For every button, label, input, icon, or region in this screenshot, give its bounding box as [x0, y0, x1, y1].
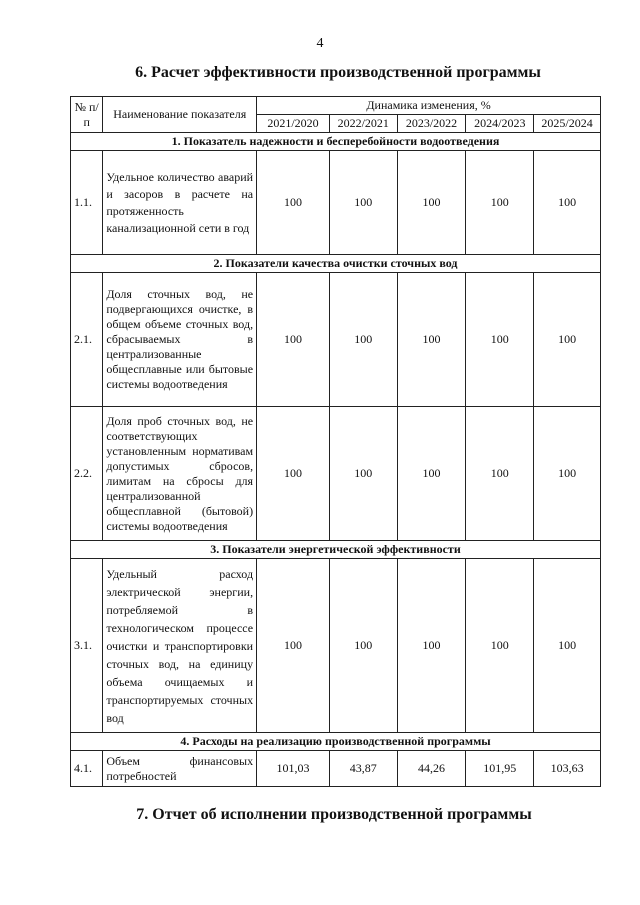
header-period: 2023/2022: [397, 115, 466, 133]
header-name: Наименование показателя: [103, 97, 257, 133]
header-dynamics: Динамика изменения, %: [257, 97, 601, 115]
header-period: 2021/2020: [257, 115, 330, 133]
header-period: 2024/2023: [466, 115, 534, 133]
row-value: 100: [329, 407, 397, 541]
efficiency-table: [70, 96, 601, 787]
row-name: Доля проб сточных вод, не соответствующих установленным нормативам допустимых сбросов, лимитам на сбросы для централизованной общесплавной (бытовой) системы водоотведения: [103, 407, 257, 541]
row-num: 2.2.: [71, 407, 103, 541]
row-value: 100: [534, 151, 601, 255]
row-value: 43,87: [329, 751, 397, 787]
header-period: 2025/2024: [534, 115, 601, 133]
row-value: 100: [397, 151, 466, 255]
row-num: 2.1.: [71, 273, 103, 407]
section-row: [71, 541, 601, 559]
row-value: 103,63: [534, 751, 601, 787]
row-num: 4.1.: [71, 751, 103, 787]
section-row: [71, 133, 601, 151]
header-period: 2022/2021: [329, 115, 397, 133]
row-value: 100: [329, 151, 397, 255]
section-6-title: 6. Расчет эффективности производственной программы: [135, 64, 541, 81]
header-num: № п/п: [71, 97, 103, 133]
row-value: 100: [397, 273, 466, 407]
row-value: 100: [466, 407, 534, 541]
section-7-title: 7. Отчет об исполнении производственной программы: [136, 806, 532, 823]
row-value: 100: [534, 559, 601, 733]
row-value: 101,95: [466, 751, 534, 787]
row-name: Доля сточных вод, не подвергающихся очистке, в общем объеме сточных вод, сбрасываемых в централизованные общесплавные или бытовые системы водоотведения: [103, 273, 257, 407]
row-value: 100: [397, 559, 466, 733]
row-value: 100: [329, 273, 397, 407]
section-title: 2. Показатели качества очистки сточных вод: [71, 255, 601, 273]
row-num: 1.1.: [71, 151, 103, 255]
row-value: 100: [466, 273, 534, 407]
table-row: [71, 751, 601, 787]
section-title: 1. Показатель надежности и бесперебойности водоотведения: [71, 133, 601, 151]
section-row: [71, 255, 601, 273]
table-row: [71, 273, 601, 407]
section-row: [71, 733, 601, 751]
row-value: 100: [257, 407, 330, 541]
row-value: 100: [257, 273, 330, 407]
row-name: Удельный расход электрической энергии, потребляемой в технологическом процессе очистки и транспортировки сточных вод, на единицу объема очищаемых и транспортируемых сточных вод: [103, 559, 257, 733]
row-num: 3.1.: [71, 559, 103, 733]
row-value: 101,03: [257, 751, 330, 787]
section-title: 4. Расходы на реализацию производственной программы: [71, 733, 601, 751]
table-row: [71, 407, 601, 541]
table-row: [71, 151, 601, 255]
row-value: 100: [466, 559, 534, 733]
page-number: 4: [316, 36, 324, 51]
row-value: 100: [534, 407, 601, 541]
section-title: 3. Показатели энергетической эффективности: [71, 541, 601, 559]
row-value: 100: [257, 151, 330, 255]
row-value: 100: [257, 559, 330, 733]
row-value: 100: [397, 407, 466, 541]
row-value: 100: [466, 151, 534, 255]
row-value: 100: [329, 559, 397, 733]
row-name: Удельное количество аварий и засоров в расчете на протяженность канализационной сети в год: [103, 151, 257, 255]
table-row: [71, 559, 601, 733]
table-header-row: [71, 97, 601, 115]
row-name: Объем финансовых потребностей: [103, 751, 257, 787]
row-value: 44,26: [397, 751, 466, 787]
row-value: 100: [534, 273, 601, 407]
